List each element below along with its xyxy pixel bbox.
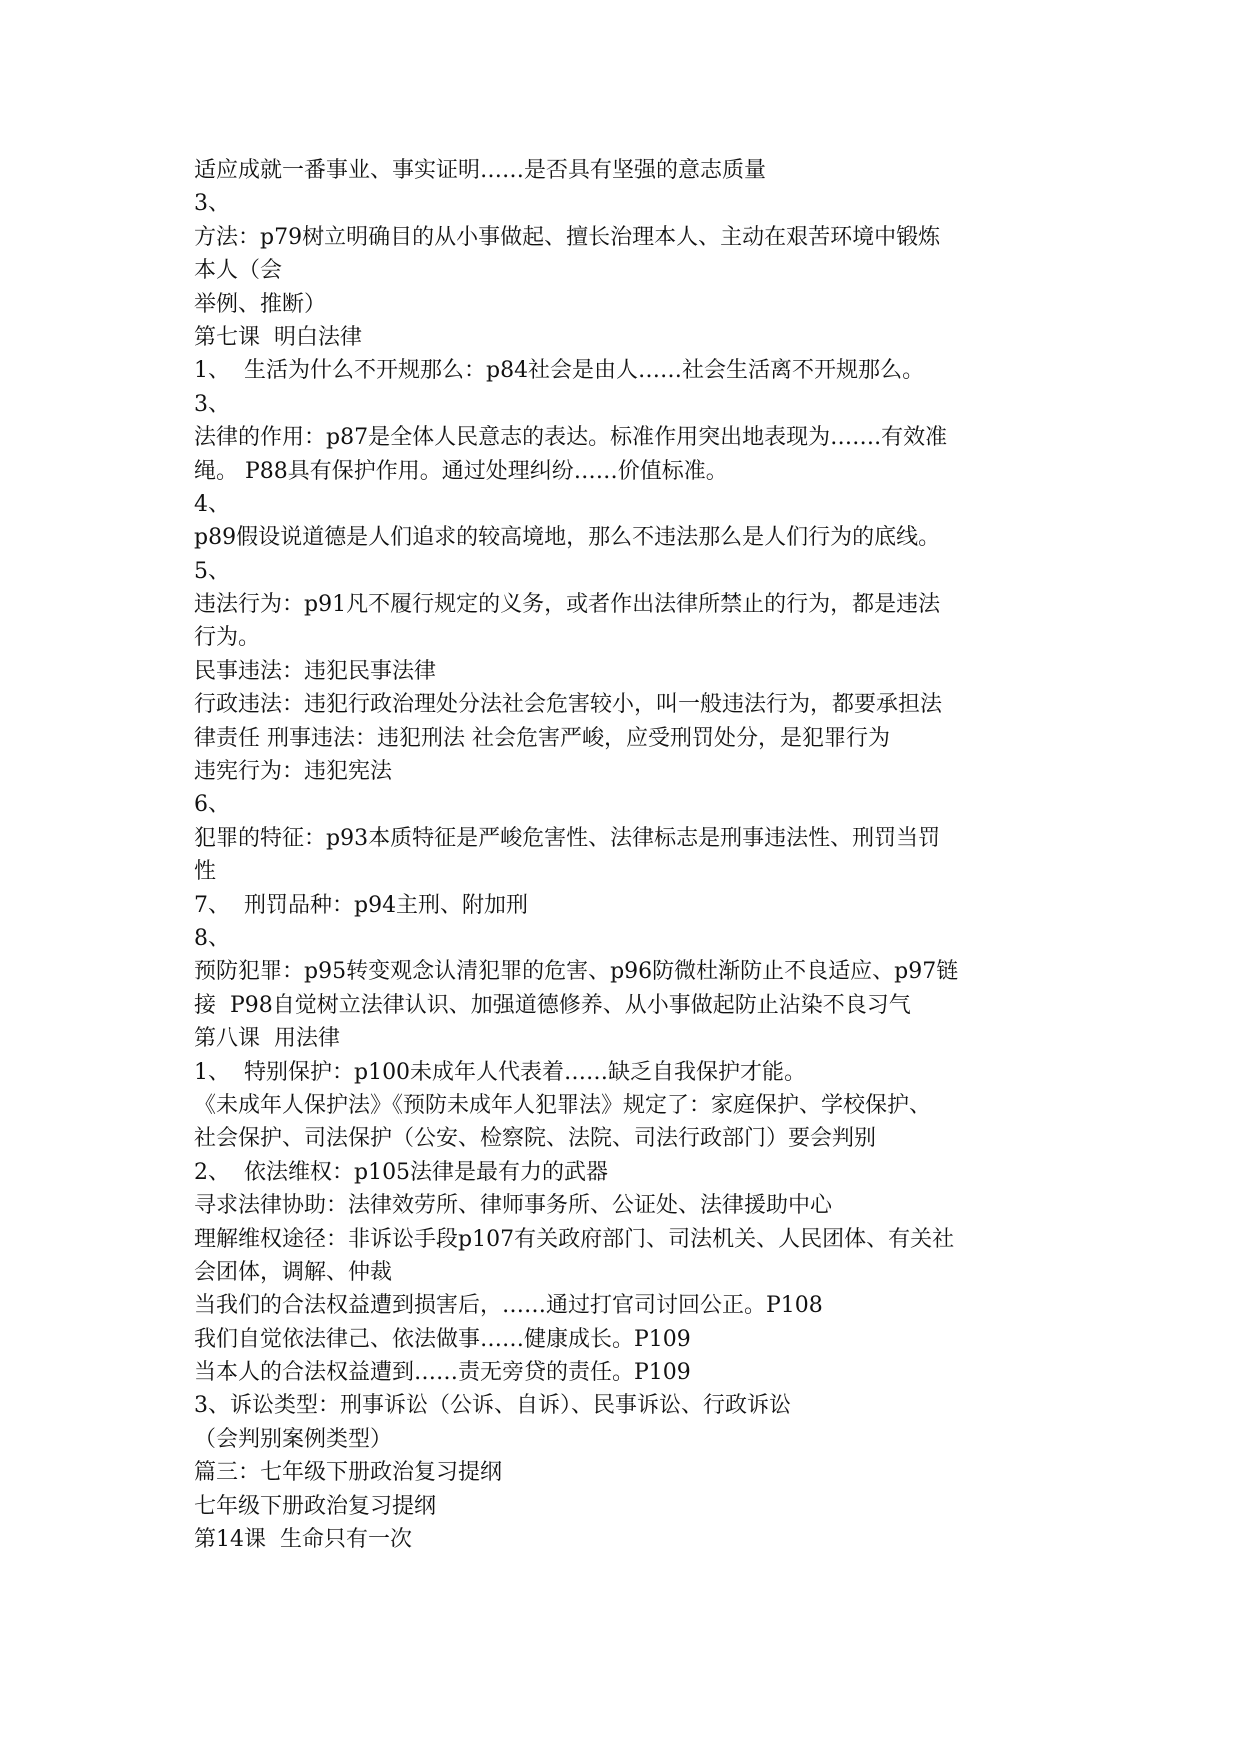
document-body (194, 154, 1074, 1556)
text-line: 绳。 P88具有保护作用。通过处理纠纷……价值标准。 (194, 458, 728, 484)
text-line: 社会保护、司法保护（公安、检察院、法院、司法行政部门）要会判别 (194, 1126, 877, 1152)
text-line: 7、 刑罚品种：p94主刑、附加刑 (194, 892, 529, 918)
text-line: 5、 (194, 558, 230, 584)
text-line: 3、诉讼类型：刑事诉讼（公诉、自诉）、民事诉讼、行政诉讼 (194, 1393, 791, 1419)
text-line: 法律的作用：p87是全体人民意志的表达。标准作用突出地表现为…….有效准 (194, 425, 948, 451)
text-line: 我们自觉依法律己、依法做事……健康成长。P109 (194, 1326, 691, 1352)
text-line: 3、 (194, 391, 230, 417)
text-line: 犯罪的特征：p93本质特征是严峻危害性、法律标志是刑事违法性、刑罚当罚 (194, 825, 941, 851)
text-line: 1、 特别保护：p100未成年人代表着……缺乏自我保护才能。 (194, 1059, 807, 1085)
text-line: 行政违法：违犯行政治理处分法社会危害较小，叫一般违法行为，都要承担法 (194, 692, 943, 718)
section-heading: 篇三：七年级下册政治复习提纲 (194, 1460, 503, 1486)
text-line: 6、 (194, 792, 230, 818)
text-line: 理解维权途径：非诉讼手段p107有关政府部门、司法机关、人民团体、有关社 (194, 1226, 955, 1252)
text-line: 4、 (194, 491, 230, 517)
text-line: 方法：p79树立明确目的从小事做起、擅长治理本人、主动在艰苦环境中锻炼 (194, 224, 941, 250)
text-line: 举例、推断） (194, 291, 327, 317)
text-line: 当本人的合法权益遭到……责无旁贷的责任。P109 (194, 1360, 691, 1386)
section-heading: 第14课 生命只有一次 (194, 1527, 412, 1553)
text-line: 2、 依法维权：p105法律是最有力的武器 (194, 1159, 609, 1185)
text-line: 当我们的合法权益遭到损害后，……通过打官司讨回公正。P108 (194, 1293, 823, 1319)
text-line: 违宪行为：违犯宪法 (194, 759, 393, 785)
section-heading: 第八课 用法律 (194, 1026, 340, 1052)
text-line: 性 (194, 859, 217, 885)
text-line: 8、 (194, 925, 230, 951)
text-line: 民事违法：违犯民事法律 (194, 658, 437, 684)
text-line: 预防犯罪：p95转变观念认清犯罪的危害、p96防微杜渐防止不良适应、p97链 (194, 959, 959, 985)
section-heading: 第七课 明白法律 (194, 324, 362, 350)
text-line: 行为。 (194, 625, 261, 651)
text-line: 寻求法律协助：法律效劳所、律师事务所、公证处、法律援助中心 (194, 1193, 833, 1219)
text-line: 律责任 刑事违法：违犯刑法 社会危害严峻，应受刑罚处分，是犯罪行为 (194, 725, 890, 751)
section-heading: 七年级下册政治复习提纲 (194, 1493, 437, 1519)
text-line: p89假设说道德是人们追求的较高境地，那么不违法那么是人们行为的底线。 (194, 525, 941, 551)
text-line: （会判别案例类型） (194, 1426, 393, 1452)
text-line: 本人（会 (194, 258, 283, 284)
text-line: 3、 (194, 191, 230, 217)
text-line: 会团体，调解、仲裁 (194, 1259, 393, 1285)
text-line: 《未成年人保护法》《预防未成年人犯罪法》规定了：家庭保护、学校保护、 (194, 1092, 932, 1118)
text-line: 接 P98自觉树立法律认识、加强道德修养、从小事做起防止沾染不良习气 (194, 992, 911, 1018)
text-line: 1、 生活为什么不开规那么：p84社会是由人……社会生活离不开规那么。 (194, 358, 925, 384)
text-line: 违法行为：p91凡不履行规定的义务，或者作出法律所禁止的行为，都是违法 (194, 592, 941, 618)
text-line: 适应成就一番事业、事实证明……是否具有坚强的意志质量 (194, 158, 767, 183)
